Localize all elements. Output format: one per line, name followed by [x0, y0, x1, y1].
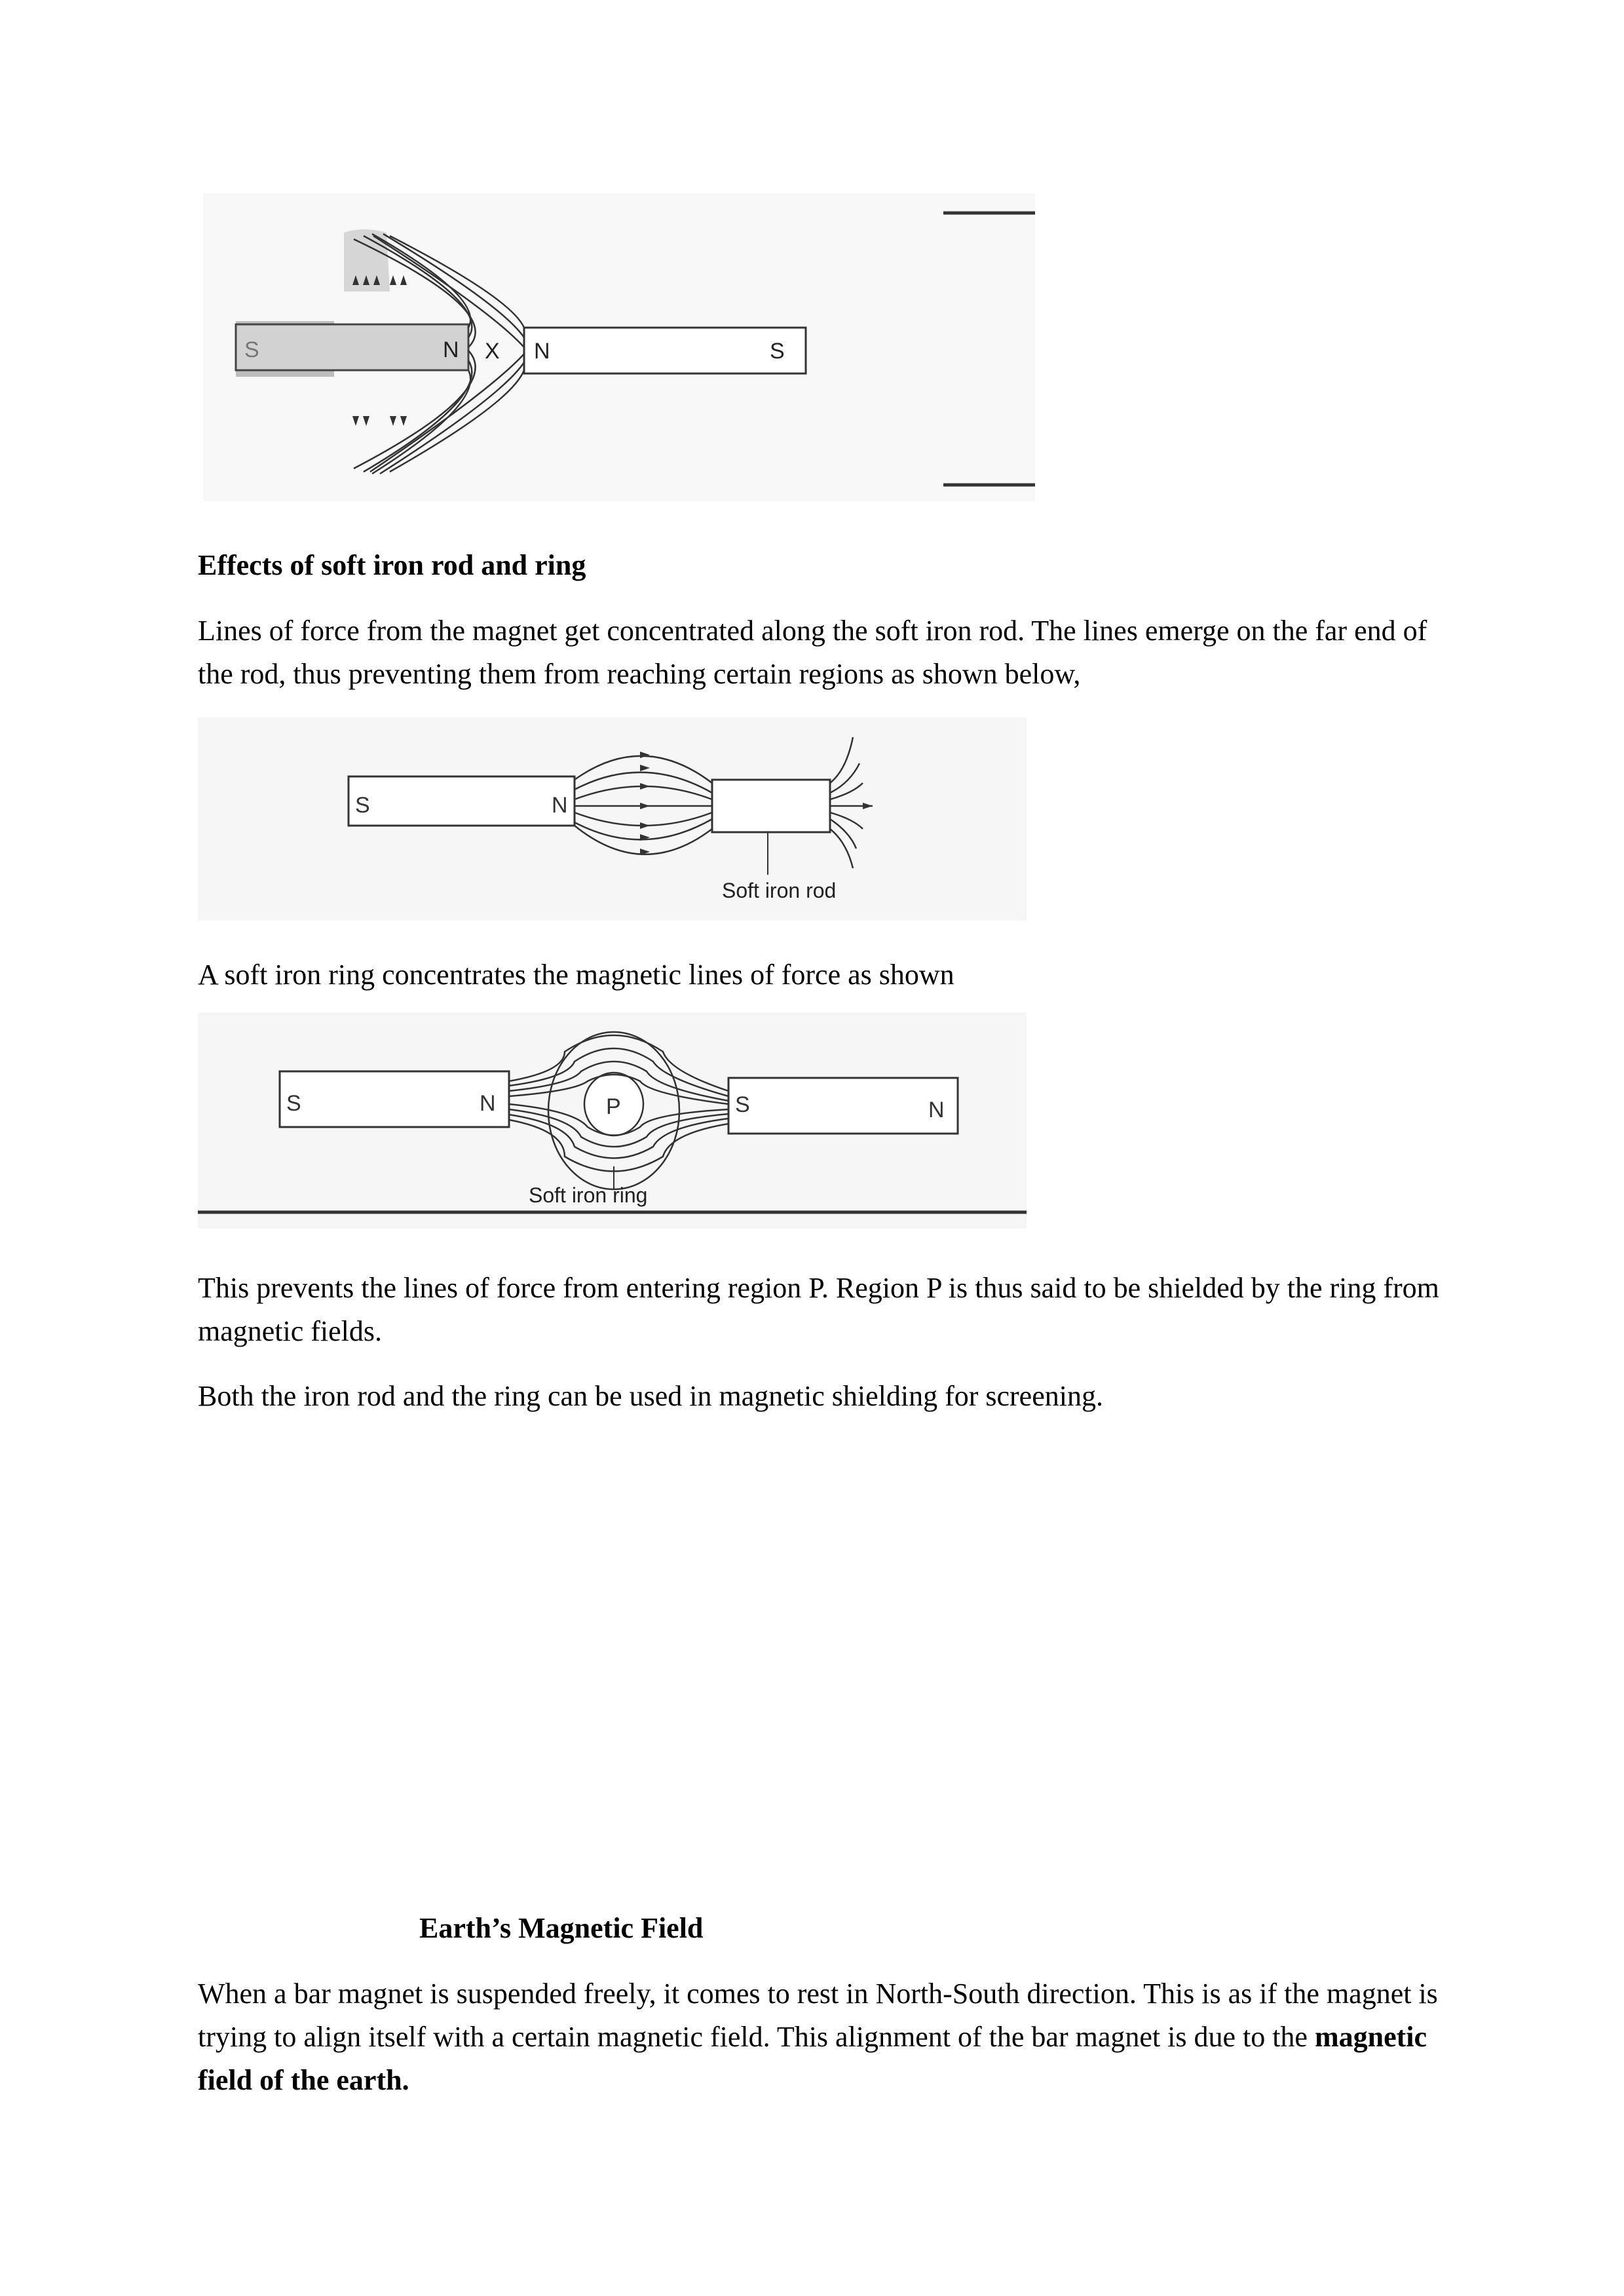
left-magnet-south-label: S	[286, 1091, 301, 1116]
figure-soft-iron-rod	[198, 718, 1027, 921]
left-magnet	[280, 1071, 509, 1127]
figure-soft-iron-ring	[198, 1012, 1027, 1229]
paragraph-screening: Both the iron rod and the ring can be used in magnetic shielding for screening.	[198, 1380, 1103, 1412]
right-magnet-south-label: S	[735, 1092, 750, 1117]
right-magnet	[524, 328, 806, 373]
soft-iron-ring-diagram	[198, 1012, 1027, 1229]
section-heading-soft-iron: Effects of soft iron rod and ring	[198, 549, 586, 581]
left-magnet-north-label: N	[443, 337, 459, 362]
magnet-south-label: S	[355, 793, 370, 818]
right-magnet	[728, 1078, 958, 1134]
soft-iron-rod-label: Soft iron rod	[722, 879, 837, 902]
paragraph-soft-iron-rod: Lines of force from the magnet get concentrated along the soft iron rod. The lines emerge on the far end of the rod, thus preventing them from reaching certain regions as shown below,	[198, 615, 1427, 690]
right-magnet-north-label: N	[928, 1098, 945, 1122]
like-poles-diagram	[203, 193, 1035, 501]
paragraph-earth-field	[198, 1972, 1482, 2102]
figure-like-poles-neutral-point	[203, 193, 1035, 501]
right-magnet-south-label: S	[770, 339, 785, 364]
soft-iron-rod	[712, 780, 830, 832]
soft-iron-ring-label: Soft iron ring	[529, 1183, 648, 1207]
bar-magnet	[349, 776, 575, 826]
section-heading-earth-field: Earth’s Magnetic Field	[419, 1912, 704, 1944]
left-magnet-north-label: N	[480, 1091, 496, 1116]
paragraph-shielding: This prevents the lines of force from entering region P. Region P is thus said to be shielded by the ring from magnetic fields.	[198, 1272, 1439, 1347]
earth-field-text: When a bar magnet is suspended freely, it comes to rest in North-South direction. This is as if the magnet is trying to align itself with a certain magnetic field. This alignment of the bar magnet is due to the	[198, 1978, 1438, 2053]
left-magnet-south-label: S	[244, 337, 259, 362]
right-magnet-north-label: N	[534, 339, 550, 364]
earth-field-emphasis: magnetic field of the earth.	[198, 2021, 1427, 2096]
neutral-point-label: X	[485, 339, 500, 364]
region-p-label: P	[606, 1094, 621, 1119]
paragraph-ring-intro: A soft iron ring concentrates the magnetic lines of force as shown	[198, 959, 954, 991]
left-magnet	[236, 324, 468, 370]
soft-iron-rod-diagram	[198, 718, 1027, 921]
magnet-north-label: N	[552, 793, 568, 818]
